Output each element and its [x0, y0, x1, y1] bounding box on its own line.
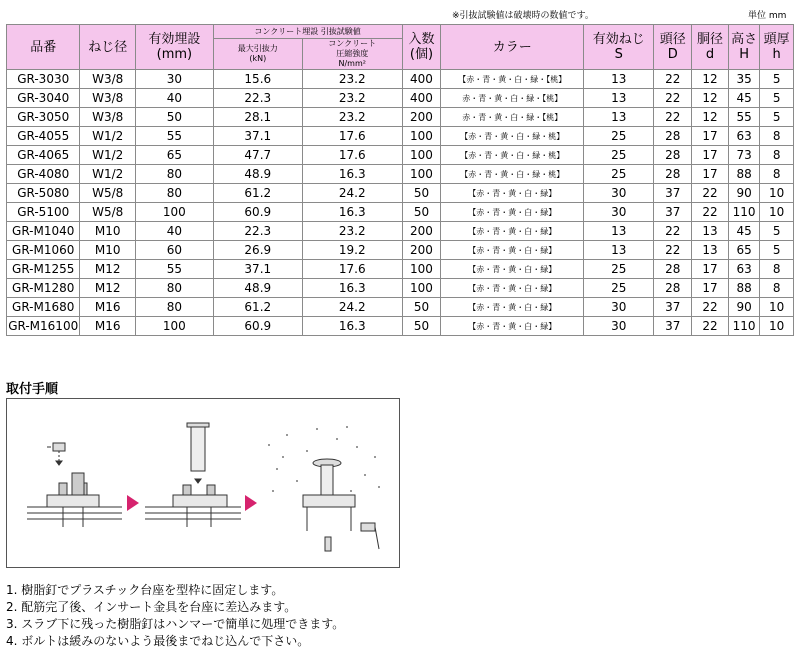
- head-thickness-cell: 10: [760, 298, 794, 317]
- part-no-cell: GR-M1040: [7, 222, 80, 241]
- procedure-step-4: 4. ボルトは緩みのないよう最後までねじ込んで下さい。: [6, 634, 310, 648]
- head-diameter-cell: 28: [654, 146, 692, 165]
- step2-figure: [145, 423, 241, 527]
- part-no-cell: GR-M1280: [7, 279, 80, 298]
- insert-fitting-icon: [191, 427, 205, 471]
- strength-cell: 17.6: [302, 146, 402, 165]
- qty-cell: 200: [402, 222, 441, 241]
- thread-cell: M10: [80, 222, 136, 241]
- part-no-cell: GR-M1680: [7, 298, 80, 317]
- height-cell: 45: [728, 222, 759, 241]
- color-cell: 【赤・青・黄・白・緑・桃】: [441, 165, 584, 184]
- table-row: [7, 108, 794, 127]
- head-thickness-cell: 5: [760, 89, 794, 108]
- head-thickness-cell: 5: [760, 108, 794, 127]
- qty-cell: 100: [402, 127, 441, 146]
- header-thread-length: 有効ねじ S: [584, 25, 654, 70]
- embed-cell: 60: [136, 241, 214, 260]
- thread-cell: W3/8: [80, 70, 136, 89]
- color-cell: 【赤・青・黄・白・緑】: [441, 203, 584, 222]
- color-cell: 【赤・青・黄・白・緑】: [441, 222, 584, 241]
- qty-cell: 50: [402, 203, 441, 222]
- height-cell: 73: [728, 146, 759, 165]
- qty-cell: 100: [402, 260, 441, 279]
- thread-cell: M16: [80, 317, 136, 336]
- body-diameter-cell: 12: [692, 108, 729, 127]
- strength-cell: 19.2: [302, 241, 402, 260]
- body-diameter-cell: 12: [692, 70, 729, 89]
- installation-illustration: [7, 399, 399, 567]
- strength-cell: 23.2: [302, 222, 402, 241]
- table-row: [7, 203, 794, 222]
- head-diameter-cell: 22: [654, 108, 692, 127]
- body-diameter-cell: 22: [692, 298, 729, 317]
- header-max-pull: 最大引抜力 (kN): [213, 39, 302, 70]
- header-head-thickness: 頭厚 h: [760, 25, 794, 70]
- thread-length-cell: 13: [584, 108, 654, 127]
- max-pull-cell: 47.7: [213, 146, 302, 165]
- thread-cell: W5/8: [80, 184, 136, 203]
- strength-cell: 17.6: [302, 260, 402, 279]
- step3-figure: [268, 426, 380, 551]
- part-no-cell: GR-4055: [7, 127, 80, 146]
- strength-cell: 16.3: [302, 203, 402, 222]
- head-thickness-cell: 10: [760, 203, 794, 222]
- header-head-diameter: 頭径 D: [654, 25, 692, 70]
- table-row: [7, 89, 794, 108]
- embed-cell: 55: [136, 260, 214, 279]
- strength-cell: 24.2: [302, 298, 402, 317]
- max-pull-cell: 22.3: [213, 222, 302, 241]
- color-cell: 【赤・青・黄・白・緑・桃】: [441, 127, 584, 146]
- height-cell: 55: [728, 108, 759, 127]
- head-thickness-cell: 8: [760, 127, 794, 146]
- thread-length-cell: 25: [584, 279, 654, 298]
- hammer-head-icon: [53, 443, 65, 451]
- procedure-step-2: 2. 配筋完了後、インサート金具を台座に差込みます。: [6, 600, 297, 614]
- thread-length-cell: 30: [584, 298, 654, 317]
- head-thickness-cell: 8: [760, 165, 794, 184]
- head-diameter-cell: 22: [654, 89, 692, 108]
- header-color: カラー: [441, 25, 584, 70]
- qty-cell: 100: [402, 279, 441, 298]
- thread-cell: W1/2: [80, 127, 136, 146]
- unit-label: 単位 mm: [748, 11, 787, 21]
- header-embed: 有効埋設 (mm): [136, 25, 214, 70]
- part-no-cell: GR-4080: [7, 165, 80, 184]
- next-step-arrow-1: [127, 495, 139, 511]
- height-cell: 90: [728, 298, 759, 317]
- qty-cell: 200: [402, 108, 441, 127]
- thread-cell: M16: [80, 298, 136, 317]
- qty-cell: 50: [402, 298, 441, 317]
- max-pull-cell: 60.9: [213, 317, 302, 336]
- header-concrete-strength: コンクリート 圧縮強度 N/mm²: [302, 39, 402, 70]
- head-diameter-cell: 37: [654, 298, 692, 317]
- procedure-steps: [6, 582, 344, 650]
- thread-length-cell: 13: [584, 89, 654, 108]
- procedure-title: 取付手順: [6, 382, 59, 397]
- header-pull-group: コンクリート埋設 引抜試験値: [213, 25, 402, 39]
- max-pull-cell: 48.9: [213, 165, 302, 184]
- head-diameter-cell: 37: [654, 317, 692, 336]
- strength-cell: 23.2: [302, 89, 402, 108]
- max-pull-cell: 37.1: [213, 260, 302, 279]
- body-diameter-cell: 22: [692, 317, 729, 336]
- part-no-cell: GR-M16100: [7, 317, 80, 336]
- head-diameter-cell: 28: [654, 279, 692, 298]
- thread-length-cell: 30: [584, 203, 654, 222]
- height-cell: 65: [728, 241, 759, 260]
- embed-cell: 100: [136, 317, 214, 336]
- body-diameter-cell: 17: [692, 127, 729, 146]
- body-diameter-cell: 17: [692, 165, 729, 184]
- thread-length-cell: 30: [584, 184, 654, 203]
- max-pull-cell: 22.3: [213, 89, 302, 108]
- body-diameter-cell: 13: [692, 222, 729, 241]
- part-no-cell: GR-5100: [7, 203, 80, 222]
- head-thickness-cell: 5: [760, 241, 794, 260]
- color-cell: 【赤・青・黄・白・緑・【桃】: [441, 70, 584, 89]
- hammer-icon: [361, 523, 375, 531]
- qty-cell: 100: [402, 146, 441, 165]
- table-row: [7, 184, 794, 203]
- part-no-cell: GR-5080: [7, 184, 80, 203]
- thread-length-cell: 25: [584, 260, 654, 279]
- embed-cell: 40: [136, 89, 214, 108]
- embed-cell: 80: [136, 165, 214, 184]
- height-cell: 110: [728, 317, 759, 336]
- max-pull-cell: 26.9: [213, 241, 302, 260]
- max-pull-cell: 37.1: [213, 127, 302, 146]
- step1-figure: [27, 443, 122, 527]
- max-pull-cell: 61.2: [213, 298, 302, 317]
- strength-cell: 16.3: [302, 279, 402, 298]
- header-part-no: 品番: [7, 25, 80, 70]
- body-diameter-cell: 17: [692, 260, 729, 279]
- spec-table: [6, 24, 794, 336]
- strength-cell: 16.3: [302, 317, 402, 336]
- head-diameter-cell: 37: [654, 184, 692, 203]
- thread-cell: W5/8: [80, 203, 136, 222]
- embed-cell: 80: [136, 298, 214, 317]
- header-height: 高さ H: [728, 25, 759, 70]
- header-body-diameter: 胴径 d: [692, 25, 729, 70]
- height-cell: 63: [728, 127, 759, 146]
- head-diameter-cell: 28: [654, 260, 692, 279]
- thread-cell: W3/8: [80, 108, 136, 127]
- color-cell: 赤・青・黄・白・緑・【桃】: [441, 89, 584, 108]
- color-cell: 【赤・青・黄・白・緑】: [441, 317, 584, 336]
- thread-length-cell: 30: [584, 317, 654, 336]
- qty-cell: 400: [402, 70, 441, 89]
- thread-length-cell: 13: [584, 222, 654, 241]
- height-cell: 90: [728, 184, 759, 203]
- max-pull-cell: 60.9: [213, 203, 302, 222]
- part-no-cell: GR-M1060: [7, 241, 80, 260]
- embed-cell: 50: [136, 108, 214, 127]
- procedure-step-3: 3. スラブ下に残った樹脂釘はハンマーで簡単に処理できます。: [6, 617, 345, 631]
- embed-cell: 40: [136, 222, 214, 241]
- head-thickness-cell: 8: [760, 146, 794, 165]
- height-cell: 88: [728, 165, 759, 184]
- thread-cell: W3/8: [80, 89, 136, 108]
- part-no-cell: GR-3050: [7, 108, 80, 127]
- strength-cell: 16.3: [302, 165, 402, 184]
- head-diameter-cell: 22: [654, 241, 692, 260]
- qty-cell: 50: [402, 184, 441, 203]
- header-thread: ねじ径: [80, 25, 136, 70]
- strength-cell: 24.2: [302, 184, 402, 203]
- next-step-arrow-2: [245, 495, 257, 511]
- body-diameter-cell: 22: [692, 184, 729, 203]
- table-row: [7, 260, 794, 279]
- height-cell: 45: [728, 89, 759, 108]
- body-diameter-cell: 12: [692, 89, 729, 108]
- embed-cell: 100: [136, 203, 214, 222]
- strength-cell: 23.2: [302, 70, 402, 89]
- embed-cell: 80: [136, 279, 214, 298]
- embed-cell: 55: [136, 127, 214, 146]
- part-no-cell: GR-M1255: [7, 260, 80, 279]
- color-cell: 赤・青・黄・白・緑・【桃】: [441, 108, 584, 127]
- embed-cell: 65: [136, 146, 214, 165]
- thread-cell: W1/2: [80, 146, 136, 165]
- head-thickness-cell: 8: [760, 279, 794, 298]
- max-pull-cell: 61.2: [213, 184, 302, 203]
- table-row: [7, 146, 794, 165]
- body-diameter-cell: 17: [692, 146, 729, 165]
- installation-diagram: [6, 398, 400, 568]
- test-value-note: ※引抜試験値は破壊時の数値です。: [452, 11, 594, 21]
- color-cell: 【赤・青・黄・白・緑・桃】: [441, 146, 584, 165]
- spec-table-body: [7, 70, 794, 336]
- thread-length-cell: 13: [584, 241, 654, 260]
- embed-cell: 80: [136, 184, 214, 203]
- qty-cell: 100: [402, 165, 441, 184]
- max-pull-cell: 48.9: [213, 279, 302, 298]
- head-diameter-cell: 37: [654, 203, 692, 222]
- table-row: [7, 241, 794, 260]
- table-row: [7, 127, 794, 146]
- height-cell: 35: [728, 70, 759, 89]
- color-cell: 【赤・青・黄・白・緑】: [441, 184, 584, 203]
- head-thickness-cell: 5: [760, 70, 794, 89]
- head-diameter-cell: 28: [654, 127, 692, 146]
- thread-length-cell: 13: [584, 70, 654, 89]
- table-row: [7, 222, 794, 241]
- max-pull-cell: 15.6: [213, 70, 302, 89]
- head-thickness-cell: 5: [760, 222, 794, 241]
- qty-cell: 50: [402, 317, 441, 336]
- part-no-cell: GR-3040: [7, 89, 80, 108]
- head-thickness-cell: 8: [760, 260, 794, 279]
- thread-cell: M12: [80, 260, 136, 279]
- body-diameter-cell: 17: [692, 279, 729, 298]
- height-cell: 88: [728, 279, 759, 298]
- table-row: [7, 298, 794, 317]
- body-diameter-cell: 22: [692, 203, 729, 222]
- header-qty: 入数 (個): [402, 25, 441, 70]
- head-thickness-cell: 10: [760, 184, 794, 203]
- height-cell: 63: [728, 260, 759, 279]
- qty-cell: 400: [402, 89, 441, 108]
- color-cell: 【赤・青・黄・白・緑】: [441, 298, 584, 317]
- head-diameter-cell: 22: [654, 222, 692, 241]
- qty-cell: 200: [402, 241, 441, 260]
- procedure-step-1: 1. 樹脂釘でプラスチック台座を型枠に固定します。: [6, 583, 284, 597]
- height-cell: 110: [728, 203, 759, 222]
- thread-length-cell: 25: [584, 127, 654, 146]
- thread-cell: M12: [80, 279, 136, 298]
- part-no-cell: GR-3030: [7, 70, 80, 89]
- thread-cell: M10: [80, 241, 136, 260]
- color-cell: 【赤・青・黄・白・緑】: [441, 241, 584, 260]
- max-pull-cell: 28.1: [213, 108, 302, 127]
- thread-length-cell: 25: [584, 146, 654, 165]
- color-cell: 【赤・青・黄・白・緑】: [441, 279, 584, 298]
- head-diameter-cell: 22: [654, 70, 692, 89]
- thread-length-cell: 25: [584, 165, 654, 184]
- part-no-cell: GR-4065: [7, 146, 80, 165]
- table-row: [7, 317, 794, 336]
- head-thickness-cell: 10: [760, 317, 794, 336]
- strength-cell: 17.6: [302, 127, 402, 146]
- thread-cell: W1/2: [80, 165, 136, 184]
- body-diameter-cell: 13: [692, 241, 729, 260]
- table-row: [7, 70, 794, 89]
- color-cell: 【赤・青・黄・白・緑】: [441, 260, 584, 279]
- table-row: [7, 165, 794, 184]
- strength-cell: 23.2: [302, 108, 402, 127]
- embed-cell: 30: [136, 70, 214, 89]
- head-diameter-cell: 28: [654, 165, 692, 184]
- table-row: [7, 279, 794, 298]
